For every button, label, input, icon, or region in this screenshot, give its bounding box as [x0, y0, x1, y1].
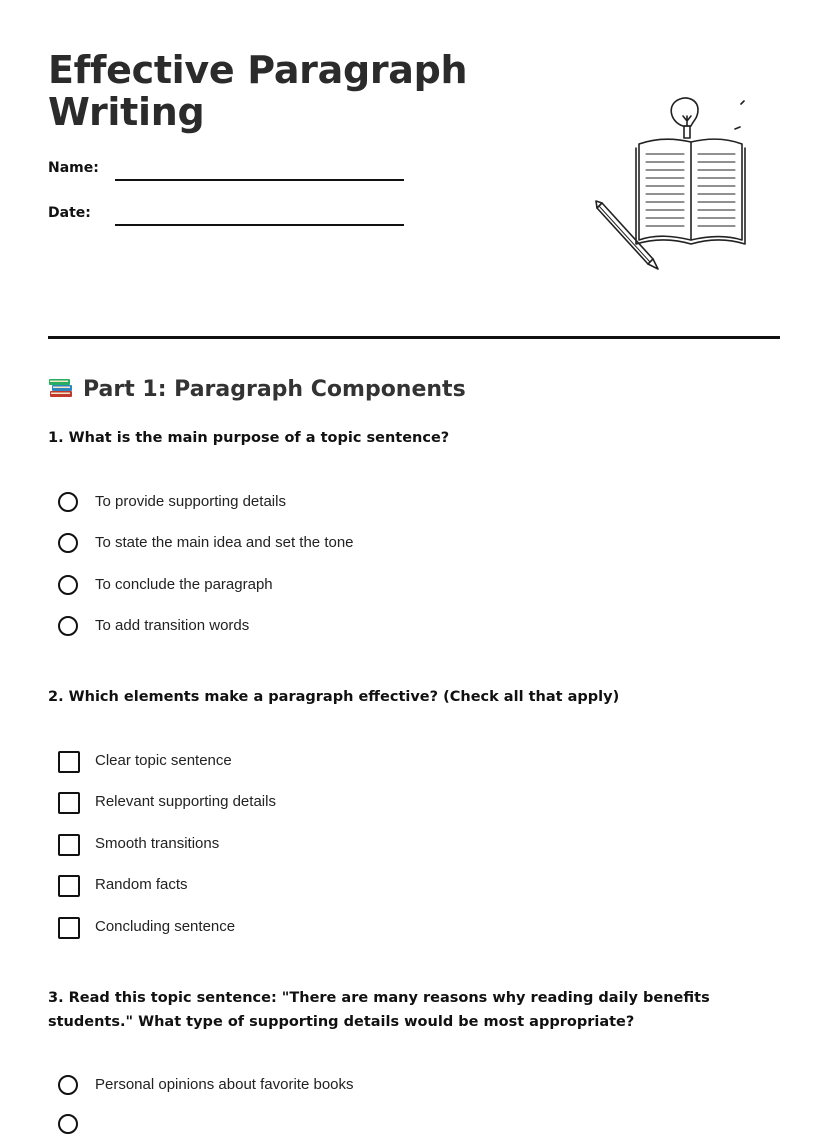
book-pencil-lightbulb-illustration [546, 92, 746, 277]
option-label: Random facts [95, 876, 188, 893]
option-label: Concluding sentence [95, 918, 236, 935]
q3-option-1[interactable] [58, 1075, 658, 1099]
question-2: 2. Which elements make a paragraph effective? (Check all that apply) [48, 689, 620, 705]
date-field [48, 205, 408, 229]
option-label: Relevant supporting details [95, 793, 276, 810]
pencil-icon [596, 201, 658, 269]
option-label: To add transition words [95, 617, 250, 634]
q2-option-1[interactable] [58, 751, 658, 775]
q2-option-3[interactable] [58, 834, 658, 858]
option-label: To conclude the paragraph [95, 576, 273, 593]
q1-option-1[interactable] [58, 492, 658, 516]
option-label: To state the main idea and set the tone [95, 534, 354, 551]
q1-option-4[interactable] [58, 616, 658, 640]
open-book-icon [636, 139, 745, 244]
checkbox[interactable] [58, 875, 80, 897]
worksheet-title: Effective Paragraph Writing [48, 48, 468, 134]
q1-option-2[interactable] [58, 533, 658, 557]
option-label: Personal opinions about favorite books [95, 1076, 354, 1093]
radio-button[interactable] [58, 1075, 78, 1095]
radio-button[interactable] [58, 533, 78, 553]
section-title [48, 375, 466, 402]
books-emoji-icon [48, 375, 74, 399]
q1-option-3[interactable] [58, 575, 658, 599]
radio-button[interactable] [58, 1114, 78, 1134]
radio-button[interactable] [58, 575, 78, 595]
section-divider [48, 336, 780, 339]
radio-button[interactable] [58, 492, 78, 512]
name-label: Name: [48, 160, 99, 176]
date-input-line[interactable] [115, 224, 404, 226]
name-field [48, 160, 408, 184]
q2-option-2[interactable] [58, 792, 658, 816]
checkbox[interactable] [58, 917, 80, 939]
q2-option-5[interactable] [58, 917, 658, 941]
option-label: To provide supporting details [95, 493, 286, 510]
checkbox[interactable] [58, 834, 80, 856]
checkbox[interactable] [58, 751, 80, 773]
date-label: Date: [48, 205, 91, 221]
question-1: 1. What is the main purpose of a topic sentence? [48, 430, 450, 446]
section-title-text: Part 1: Paragraph Components [83, 377, 466, 402]
lightbulb-icon [671, 98, 746, 138]
question-3: 3. Read this topic sentence: "There are many reasons why reading daily benefits students." What type of supporting details would be most appropriate? [48, 990, 710, 1030]
option-label: Clear topic sentence [95, 752, 232, 769]
radio-button[interactable] [58, 616, 78, 636]
option-label: Smooth transitions [95, 835, 220, 852]
checkbox[interactable] [58, 792, 80, 814]
q2-option-4[interactable] [58, 875, 658, 899]
name-input-line[interactable] [115, 179, 404, 181]
